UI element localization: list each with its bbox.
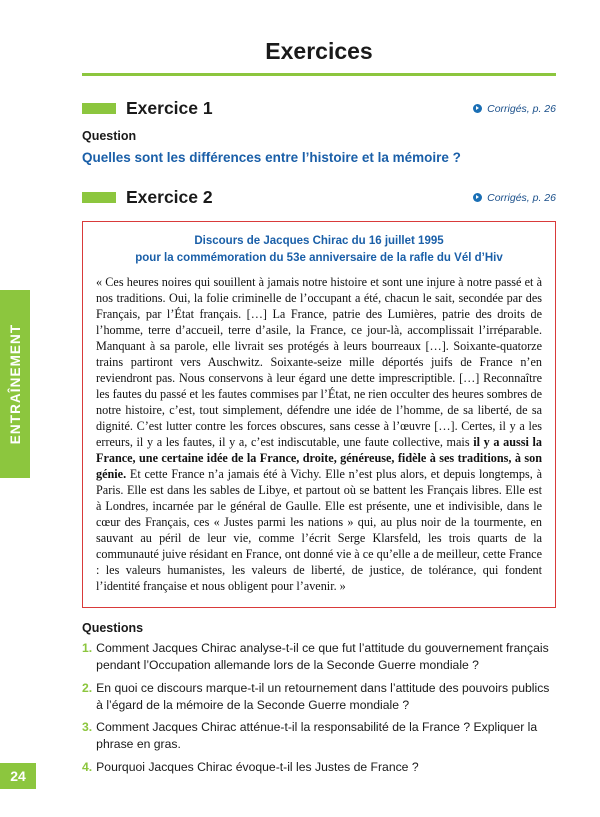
questions-list (82, 640, 556, 776)
document-title-line-1: Discours de Jacques Chirac du 16 juillet 1995 (194, 235, 444, 247)
exercise-1-question-text: Quelles sont les différences entre l’histoire et la mémoire ? (82, 150, 461, 165)
exercise-2-header (82, 187, 556, 208)
page-number: 24 (0, 763, 36, 789)
question-number: 1. (82, 641, 93, 656)
document-body-part-2: Et cette France n’a jamais été à Vichy. Elle n’est plus alors, et depuis longtemps, à Paris. Elle est dans les sables de Libye, et partout où se battent les Français libres. Elle est à Londres, incarnée par le général de Gaulle. Elle est présente, une et indivisible, dans le cœur des Français, ces « Justes parmi les nations » qui, au plus noir de la tourmente, en sauvant au péril de leur vie, comme l’écrit Serge Klarsfeld, les trois quarts de la communauté juive résidant en France, ont donné vie à ce qu’elle a de meilleur, cette France : les valeurs humanistes, les valeurs de liberté, de justice, de tolérance, qui fondent l’identité française et nous obligent pour l’avenir. » (96, 467, 542, 594)
side-tab-entrainement (0, 290, 30, 478)
exercise-2-corrige-label: Corrigés, p. 26 (487, 191, 556, 204)
page-title: Exercices (265, 38, 373, 64)
exercise-1-header (82, 98, 556, 119)
document-body-part-1: « Ces heures noires qui souillent à jamais notre histoire et sont une injure à notre passé et à nos traditions. Oui, la folie criminelle de l’occupant a été, chacun le sait, secondée par des Français, par l’État français. […] La France, patrie des Lumières, patrie des droits de l’homme, terre d’accueil, terre d’asile, la France, ce jour-là, accomplissait l’irréparable. Manquant à sa parole, elle livrait ses protégés à leurs bourreaux […]. Soixante-quatorze trains partiront vers Auschwitz. Soixante-seize mille déportés juifs de France n’en reviendront pas. Nous conservons à leur égard une dette imprescriptible. […] Reconnaître les fautes du passé et les fautes commises par l’État, ne rien occulter des heures sombres de notre histoire, c’est, tout simplement, défendre une idée de l’homme, de sa liberté, de sa dignité. C’est lutter contre les forces obscures, sans cesse à l’œuvre […]. Certes, il y a les erreurs, il y a les fautes, il y a, c’est indiscutable, une faute collective, mais (96, 275, 542, 450)
list-item (82, 759, 556, 776)
question-number: 4. (82, 760, 93, 774)
question-text: Comment Jacques Chirac analyse-t-il ce que fut l’attitude du gouvernement français pendant l’Occupation allemande lors de la Seconde Guerre mondiale ? (96, 641, 549, 672)
list-item (82, 640, 556, 674)
exercise-2-title: Exercice 2 (126, 187, 213, 207)
document-title (96, 233, 542, 266)
questions-heading: Questions (82, 621, 144, 636)
list-item (82, 719, 556, 753)
document-body (96, 275, 542, 595)
exercise-1-title: Exercice 1 (126, 98, 213, 118)
exercise-1-corrige-link[interactable] (473, 103, 556, 115)
page-title-block (82, 38, 556, 76)
page-content (82, 0, 556, 782)
question-text: Pourquoi Jacques Chirac évoque-t-il les Justes de France ? (96, 760, 419, 774)
play-circle-icon (473, 104, 482, 113)
exercise-1-question-label: Question (82, 129, 137, 143)
green-bar-icon (82, 103, 116, 114)
document-body-bold: il y a aussi la France, une certaine idée de la France, droite, généreuse, fidèle à ses traditions, à son génie. (96, 435, 542, 482)
green-bar-icon (82, 192, 116, 203)
side-tab-label: ENTRAÎNEMENT (7, 323, 23, 445)
question-text: En quoi ce discours marque-t-il un retournement dans l’attitude des pouvoirs publics à l’égard de la mémoire de la Seconde Guerre mondiale ? (96, 680, 550, 712)
title-divider (82, 73, 556, 76)
question-number: 3. (82, 720, 93, 735)
list-item (82, 680, 556, 714)
play-circle-icon (473, 193, 482, 202)
document-title-line-2: pour la commémoration du 53e anniversaire de la rafle du Vél d’Hiv (135, 251, 503, 264)
exercise-2-corrige-link[interactable] (473, 192, 556, 204)
document-excerpt-box (82, 221, 556, 608)
question-text: Comment Jacques Chirac atténue-t-il la responsabilité de la France ? Expliquer la phrase en gras. (96, 720, 538, 752)
exercise-1-corrige-label: Corrigés, p. 26 (487, 102, 556, 115)
question-number: 2. (82, 680, 93, 695)
